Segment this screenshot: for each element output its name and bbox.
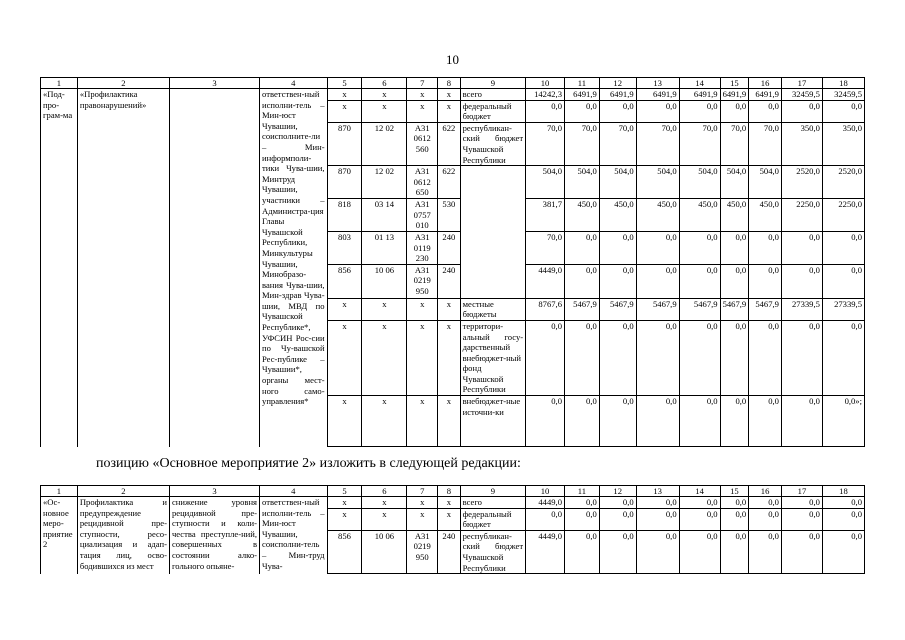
cell-amount: 2520,0 bbox=[781, 166, 822, 199]
cell-funding-source: внебюджет-ные источни-ки bbox=[460, 396, 526, 447]
cell-c6: x bbox=[362, 396, 407, 447]
cell-c6: 03 14 bbox=[362, 198, 407, 231]
cell-amount: 70,0 bbox=[636, 122, 679, 165]
cell-amount: 0,0 bbox=[822, 320, 864, 395]
cell-col4: ответствен-ный исполни-тель – Мин-юст Чувашии, соисполни-тель – Мин-труд Чува- bbox=[260, 497, 328, 574]
cell-amount: 0,0 bbox=[679, 497, 720, 509]
cell-c6: x bbox=[362, 100, 407, 122]
cell-funding-source bbox=[460, 166, 526, 299]
cell-amount: 32459,5 bbox=[822, 89, 864, 101]
cell-c8: x bbox=[438, 298, 461, 320]
cell-amount: 0,0 bbox=[749, 530, 782, 573]
cell-amount: 0,0 bbox=[749, 497, 782, 509]
cell-c8: x bbox=[438, 320, 461, 395]
column-number: 11 bbox=[565, 486, 600, 497]
column-number: 5 bbox=[327, 486, 362, 497]
cell-funding-source: местные бюджеты bbox=[460, 298, 526, 320]
cell-amount: 350,0 bbox=[822, 122, 864, 165]
cell-c5: x bbox=[327, 396, 362, 447]
cell-c5: x bbox=[327, 508, 362, 530]
cell-c8: x bbox=[438, 100, 461, 122]
cell-amount: 0,0 bbox=[720, 320, 749, 395]
cell-col3 bbox=[169, 89, 259, 447]
cell-amount: 0,0 bbox=[822, 231, 864, 264]
cell-c5: 856 bbox=[327, 264, 362, 298]
cell-c7: А31 0612 650 bbox=[407, 166, 438, 199]
cell-amount: 6491,9 bbox=[636, 89, 679, 101]
cell-amount: 0,0 bbox=[565, 508, 600, 530]
page-number: 10 bbox=[446, 52, 459, 67]
cell-c8: x bbox=[438, 497, 461, 509]
cell-c7: x bbox=[407, 396, 438, 447]
cell-amount: 450,0 bbox=[720, 198, 749, 231]
cell-amount: 0,0 bbox=[599, 508, 636, 530]
cell-amount: 0,0 bbox=[822, 264, 864, 298]
cell-amount: 0,0 bbox=[599, 231, 636, 264]
cell-c5: 870 bbox=[327, 122, 362, 165]
column-number: 3 bbox=[169, 78, 259, 89]
cell-amount: 0,0 bbox=[526, 508, 565, 530]
column-number: 12 bbox=[599, 78, 636, 89]
cell-amount: 0,0 bbox=[720, 231, 749, 264]
cell-c5: x bbox=[327, 497, 362, 509]
cell-amount: 0,0»; bbox=[822, 396, 864, 447]
budget-table-main-event-2 bbox=[40, 485, 865, 574]
cell-amount: 0,0 bbox=[679, 231, 720, 264]
cell-amount: 0,0 bbox=[749, 396, 782, 447]
column-number: 11 bbox=[565, 78, 600, 89]
column-number: 9 bbox=[460, 486, 526, 497]
cell-c6: 12 02 bbox=[362, 166, 407, 199]
cell-amount: 70,0 bbox=[749, 122, 782, 165]
cell-amount: 0,0 bbox=[720, 530, 749, 573]
cell-c6: 10 06 bbox=[362, 264, 407, 298]
cell-amount: 32459,5 bbox=[781, 89, 822, 101]
cell-funding-source: республикан-ский бюджет Чувашской Республики bbox=[460, 530, 526, 573]
cell-c6: x bbox=[362, 298, 407, 320]
cell-c8: 530 bbox=[438, 198, 461, 231]
cell-amount: 0,0 bbox=[565, 264, 600, 298]
cell-amount: 0,0 bbox=[636, 264, 679, 298]
cell-col1: «Под-про-грам-ма bbox=[41, 89, 78, 447]
column-number: 13 bbox=[636, 78, 679, 89]
column-number: 2 bbox=[77, 486, 169, 497]
cell-amount: 0,0 bbox=[526, 320, 565, 395]
cell-c8: x bbox=[438, 508, 461, 530]
cell-amount: 0,0 bbox=[720, 396, 749, 447]
cell-amount: 0,0 bbox=[679, 396, 720, 447]
column-number: 16 bbox=[749, 78, 782, 89]
cell-amount: 0,0 bbox=[565, 530, 600, 573]
cell-amount: 70,0 bbox=[526, 122, 565, 165]
cell-amount: 5467,9 bbox=[565, 298, 600, 320]
cell-amount: 0,0 bbox=[781, 231, 822, 264]
cell-funding-source: федеральный бюджет bbox=[460, 508, 526, 530]
column-number: 3 bbox=[169, 486, 259, 497]
column-number: 7 bbox=[407, 486, 438, 497]
cell-amount: 0,0 bbox=[636, 508, 679, 530]
cell-amount: 0,0 bbox=[565, 231, 600, 264]
budget-table-subprogram bbox=[40, 77, 865, 447]
column-number: 6 bbox=[362, 78, 407, 89]
cell-col2: «Профилактика правонарушений» bbox=[77, 89, 169, 447]
column-number: 2 bbox=[77, 78, 169, 89]
cell-amount: 2250,0 bbox=[781, 198, 822, 231]
cell-amount: 450,0 bbox=[679, 198, 720, 231]
cell-amount: 0,0 bbox=[720, 264, 749, 298]
cell-c5: x bbox=[327, 100, 362, 122]
cell-c6: x bbox=[362, 320, 407, 395]
cell-c5: 870 bbox=[327, 166, 362, 199]
cell-amount: 0,0 bbox=[822, 100, 864, 122]
column-number: 14 bbox=[679, 486, 720, 497]
cell-amount: 5467,9 bbox=[599, 298, 636, 320]
cell-amount: 0,0 bbox=[679, 508, 720, 530]
column-number: 10 bbox=[526, 78, 565, 89]
column-number: 16 bbox=[749, 486, 782, 497]
cell-amount: 504,0 bbox=[749, 166, 782, 199]
cell-c5: 803 bbox=[327, 231, 362, 264]
column-number: 17 bbox=[781, 78, 822, 89]
cell-c5: x bbox=[327, 320, 362, 395]
column-number: 9 bbox=[460, 78, 526, 89]
cell-amount: 0,0 bbox=[636, 320, 679, 395]
section-heading: позицию «Основное мероприятие 2» изложить в следующей редакции: bbox=[96, 456, 521, 471]
column-number: 4 bbox=[260, 486, 328, 497]
cell-c5: 818 bbox=[327, 198, 362, 231]
cell-funding-source: всего bbox=[460, 89, 526, 101]
cell-funding-source: республикан-ский бюджет Чувашской Республики bbox=[460, 122, 526, 165]
cell-amount: 0,0 bbox=[636, 231, 679, 264]
column-number: 8 bbox=[438, 486, 461, 497]
cell-c8: 240 bbox=[438, 264, 461, 298]
header-row bbox=[41, 486, 865, 497]
cell-c8: 622 bbox=[438, 122, 461, 165]
cell-amount: 0,0 bbox=[679, 320, 720, 395]
cell-amount: 2250,0 bbox=[822, 198, 864, 231]
cell-col3: снижение уровня рецидивной пре-ступности и коли-чества преступле-ний, совершенных в состоянии алко-гольного опьяне- bbox=[169, 497, 259, 574]
table-row bbox=[41, 497, 865, 509]
cell-amount: 5467,9 bbox=[679, 298, 720, 320]
cell-funding-source: территори-альный госу-дарственный внебюджет-ный фонд Чувашской Республики bbox=[460, 320, 526, 395]
cell-amount: 0,0 bbox=[749, 231, 782, 264]
cell-c7: А31 0219 950 bbox=[407, 530, 438, 573]
cell-amount: 350,0 bbox=[781, 122, 822, 165]
cell-amount: 0,0 bbox=[822, 530, 864, 573]
cell-amount: 0,0 bbox=[679, 264, 720, 298]
cell-amount: 0,0 bbox=[822, 497, 864, 509]
cell-c7: x bbox=[407, 497, 438, 509]
cell-amount: 450,0 bbox=[565, 198, 600, 231]
cell-amount: 0,0 bbox=[636, 497, 679, 509]
cell-amount: 70,0 bbox=[720, 122, 749, 165]
cell-amount: 0,0 bbox=[599, 396, 636, 447]
cell-amount: 0,0 bbox=[781, 508, 822, 530]
column-number: 14 bbox=[679, 78, 720, 89]
cell-c5: 856 bbox=[327, 530, 362, 573]
cell-c7: А31 0612 560 bbox=[407, 122, 438, 165]
cell-amount: 450,0 bbox=[749, 198, 782, 231]
cell-amount: 0,0 bbox=[720, 508, 749, 530]
cell-amount: 0,0 bbox=[636, 530, 679, 573]
cell-amount: 6491,9 bbox=[565, 89, 600, 101]
cell-amount: 0,0 bbox=[636, 396, 679, 447]
cell-amount: 0,0 bbox=[749, 508, 782, 530]
cell-c8: 240 bbox=[438, 530, 461, 573]
column-number: 7 bbox=[407, 78, 438, 89]
cell-amount: 0,0 bbox=[749, 320, 782, 395]
cell-amount: 0,0 bbox=[781, 497, 822, 509]
cell-amount: 0,0 bbox=[526, 396, 565, 447]
cell-amount: 450,0 bbox=[599, 198, 636, 231]
cell-amount: 0,0 bbox=[599, 320, 636, 395]
cell-amount: 70,0 bbox=[679, 122, 720, 165]
cell-amount: 0,0 bbox=[565, 396, 600, 447]
column-number: 6 bbox=[362, 486, 407, 497]
cell-amount: 0,0 bbox=[679, 100, 720, 122]
column-number: 1 bbox=[41, 486, 78, 497]
header-row bbox=[41, 78, 865, 89]
cell-amount: 4449,0 bbox=[526, 497, 565, 509]
cell-c6: x bbox=[362, 508, 407, 530]
cell-amount: 27339,5 bbox=[822, 298, 864, 320]
column-number: 10 bbox=[526, 486, 565, 497]
column-number: 4 bbox=[260, 78, 328, 89]
cell-funding-source: всего bbox=[460, 497, 526, 509]
cell-amount: 0,0 bbox=[565, 100, 600, 122]
cell-c7: x bbox=[407, 298, 438, 320]
cell-amount: 450,0 bbox=[636, 198, 679, 231]
cell-c6: x bbox=[362, 89, 407, 101]
column-number: 1 bbox=[41, 78, 78, 89]
cell-c6: 12 02 bbox=[362, 122, 407, 165]
cell-amount: 0,0 bbox=[781, 320, 822, 395]
cell-amount: 27339,5 bbox=[781, 298, 822, 320]
cell-amount: 0,0 bbox=[749, 264, 782, 298]
cell-amount: 504,0 bbox=[599, 166, 636, 199]
column-number: 18 bbox=[822, 486, 864, 497]
cell-amount: 504,0 bbox=[565, 166, 600, 199]
column-number: 18 bbox=[822, 78, 864, 89]
cell-amount: 381,7 bbox=[526, 198, 565, 231]
cell-c8: x bbox=[438, 396, 461, 447]
cell-c7: x bbox=[407, 320, 438, 395]
cell-amount: 0,0 bbox=[749, 100, 782, 122]
column-number: 12 bbox=[599, 486, 636, 497]
cell-amount: 0,0 bbox=[720, 497, 749, 509]
cell-amount: 6491,9 bbox=[599, 89, 636, 101]
column-number: 5 bbox=[327, 78, 362, 89]
column-number: 17 bbox=[781, 486, 822, 497]
cell-amount: 0,0 bbox=[599, 497, 636, 509]
column-number: 15 bbox=[720, 78, 749, 89]
cell-c8: x bbox=[438, 89, 461, 101]
cell-amount: 504,0 bbox=[636, 166, 679, 199]
cell-amount: 4449,0 bbox=[526, 530, 565, 573]
cell-c6: x bbox=[362, 497, 407, 509]
cell-amount: 5467,9 bbox=[636, 298, 679, 320]
cell-amount: 504,0 bbox=[526, 166, 565, 199]
cell-amount: 70,0 bbox=[526, 231, 565, 264]
cell-amount: 4449,0 bbox=[526, 264, 565, 298]
cell-amount: 0,0 bbox=[822, 508, 864, 530]
cell-c6: 01 13 bbox=[362, 231, 407, 264]
cell-amount: 6491,9 bbox=[749, 89, 782, 101]
cell-c5: x bbox=[327, 298, 362, 320]
cell-amount: 0,0 bbox=[565, 497, 600, 509]
cell-amount: 6491,9 bbox=[720, 89, 749, 101]
cell-c6: 10 06 bbox=[362, 530, 407, 573]
cell-amount: 70,0 bbox=[599, 122, 636, 165]
cell-c7: x bbox=[407, 508, 438, 530]
cell-amount: 14242,3 bbox=[526, 89, 565, 101]
cell-amount: 70,0 bbox=[565, 122, 600, 165]
cell-amount: 504,0 bbox=[679, 166, 720, 199]
cell-amount: 504,0 bbox=[720, 166, 749, 199]
cell-col1: «Ос-новное меро-приятие 2 bbox=[41, 497, 78, 574]
cell-amount: 0,0 bbox=[720, 100, 749, 122]
cell-c7: А31 0219 950 bbox=[407, 264, 438, 298]
cell-amount: 0,0 bbox=[565, 320, 600, 395]
column-number: 8 bbox=[438, 78, 461, 89]
cell-c7: x bbox=[407, 89, 438, 101]
cell-c7: А31 0757 010 bbox=[407, 198, 438, 231]
cell-amount: 5467,9 bbox=[720, 298, 749, 320]
cell-col4: ответствен-ный исполни-тель – Мин-юст Чувашии, соисполните-ли – Мин-информполи-тики Чува-шии, Минтруд Чувашии, участники – Администра-ция Главы Чувашской Республики, Минкультуры Чувашии, Минобразо-вания Чува-шии, Мин-здрав Чува-шии, МВД по Чувашской Республике*, УФСИН Рос-сии по Чу-вашской Рес-публике – Чувашии*, органы мест-ного само-управления* bbox=[260, 89, 328, 447]
cell-amount: 0,0 bbox=[526, 100, 565, 122]
cell-amount: 0,0 bbox=[636, 100, 679, 122]
column-number: 15 bbox=[720, 486, 749, 497]
cell-amount: 0,0 bbox=[599, 100, 636, 122]
cell-amount: 0,0 bbox=[781, 264, 822, 298]
cell-amount: 5467,9 bbox=[749, 298, 782, 320]
cell-amount: 0,0 bbox=[781, 396, 822, 447]
table-row bbox=[41, 89, 865, 101]
cell-c7: А31 0119 230 bbox=[407, 231, 438, 264]
cell-amount: 0,0 bbox=[599, 264, 636, 298]
cell-c8: 622 bbox=[438, 166, 461, 199]
cell-col2: Профилактика и предупреждение рецидивной пре-ступности, ресо-циализация и адап-тация лиц, осво-бодившихся из мест bbox=[77, 497, 169, 574]
cell-amount: 0,0 bbox=[781, 100, 822, 122]
cell-amount: 6491,9 bbox=[679, 89, 720, 101]
cell-amount: 8767,6 bbox=[526, 298, 565, 320]
cell-c8: 240 bbox=[438, 231, 461, 264]
cell-amount: 0,0 bbox=[781, 530, 822, 573]
cell-c7: x bbox=[407, 100, 438, 122]
cell-funding-source: федеральный бюджет bbox=[460, 100, 526, 122]
cell-amount: 2520,0 bbox=[822, 166, 864, 199]
column-number: 13 bbox=[636, 486, 679, 497]
cell-amount: 0,0 bbox=[679, 530, 720, 573]
cell-c5: x bbox=[327, 89, 362, 101]
cell-amount: 0,0 bbox=[599, 530, 636, 573]
